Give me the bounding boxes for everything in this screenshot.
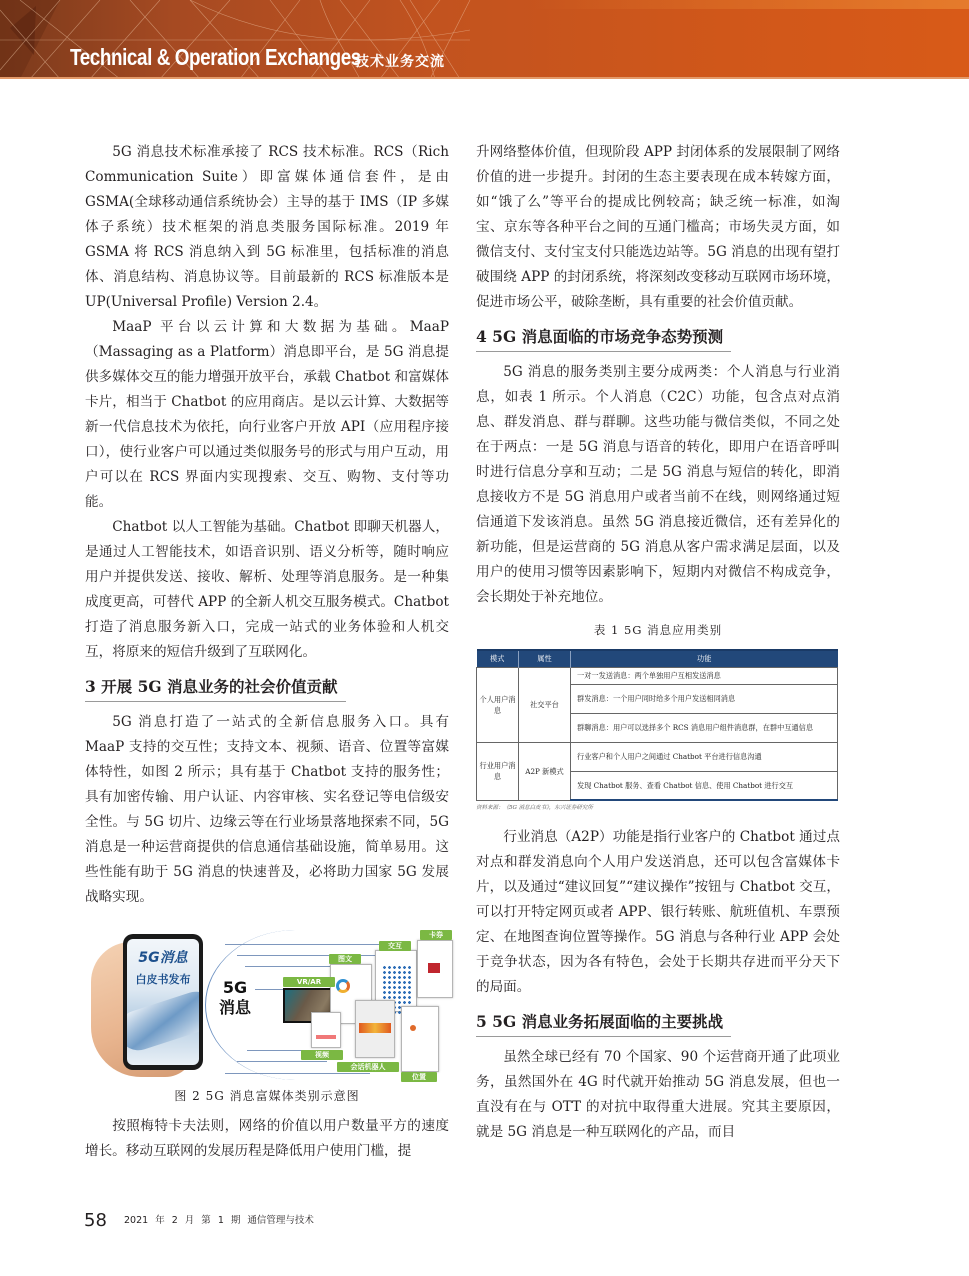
section-heading-5: 5 5G 消息业务拓展面临的主要挑战 <box>476 1010 731 1037</box>
paragraph: Chatbot 以人工智能为基础。Chatbot 即聊天机器人，是通过人工智能技术，如语音识别、语义分析等，随时响应用户并提供发送、接收、解析、处理等消息服务。是一种集成度更高，可替代 APP 的全新人机交互服务模式。Chatbot 打造了消息服务新入口，完成一站式的业务体验和人机交互，将原来的短信升级到了互联网化。 <box>85 519 449 660</box>
video-card <box>311 1012 341 1048</box>
connector-line <box>247 1050 307 1051</box>
paragraph: 5G 消息技术标准承接了 RCS 技术标准。RCS（Rich Communication Suite）即富媒体通信套件，是由 GSMA(全球移动通信系统协会）主导的基于 IMS（IP 多媒体子系统）技术框架的消息类服务国际标准。2019 年 GSMA 将 RCS 消息纳入到 5G 标准里，包括标准的消息体、消息结构、消息协议等。目前最新的 RCS 标准版本是 UP(Universal Profile) Version 2.4。 <box>85 144 449 310</box>
section-heading-4: 4 5G 消息面临的市场竞争态势预测 <box>476 325 731 352</box>
table-row <box>477 667 838 684</box>
coupon-card <box>417 940 453 998</box>
section-title-cn: 技术业务交流 <box>355 54 445 70</box>
tag-interaction: 交互 <box>379 941 411 951</box>
connector-line <box>225 1073 370 1074</box>
page-footer <box>84 1210 314 1231</box>
figure-center-label <box>215 978 255 1018</box>
connector-line <box>237 1061 327 1062</box>
table-header-mode: 模式 <box>477 650 519 667</box>
table-row <box>477 742 838 771</box>
paragraph-continued: 升网络整体价值，但现阶段 APP 封闭体系的发展限制了网络价值的进一步提升。封闭的生态主要表现在成本转嫁方面，如“饿了么”等平台的提成比例较高；缺乏统一标准，如淘宝、京东等各种平台之间的互通门槛高；市场失灵方面，如微信支付、支付宝支付只能选边站等。5G 消息的出现有望打破围绕 APP 的封闭系统，将深刻改变移动互联网市场环境，促进市场公平，破除垄断，具有重要的社会价值贡献。 <box>476 144 840 310</box>
section-title-en: Technical & Operation Exchanges <box>70 44 361 70</box>
table-cell-attribute: A2P 新模式 <box>519 742 571 800</box>
phone-screen <box>127 939 199 1065</box>
table-source-note: 资料来源：《5G 消息白皮书》，东兴证券研究所 <box>476 805 593 811</box>
paragraph: 行业消息（A2P）功能是指行业客户的 Chatbot 通过点对点和群发消息向个人用户发送消息，还可以包含富媒体卡片，以及通过“建议回复”“建议操作”按钮与 Chatbot 交互，可以打开特定网页或者 APP、银行转账、航班值机、车票预定、在地图查询位置等操作。5G 消息与各种行业 APP 会处于竞争状态，因为各有特色，会处于长期共存进而平分天下的局面。 <box>476 829 840 995</box>
paragraph: MaaP 平台以云计算和大数据为基础。MaaP（Massaging as a Platform）消息即平台，是 5G 消息提供多媒体交互的能力增强开放平台，承载 Chatbot 和富媒体卡片，相当于 Chatbot 的应用商店。是以云计算、大数据等新一代信息技术为依托，向行业客户开放 API（应用程序接口），使行业客户可以通过类似服务号的形式与用户互动，用户可以在 RCS 界面内实现搜索、交互、购物、支付等功能。 <box>85 319 449 510</box>
table-cell-function: 发现 Chatbot 服务、查看 Chatbot 信息、使用 Chatbot 进行交互 <box>571 771 838 800</box>
figure-2 <box>85 922 449 1082</box>
paragraph: 5G 消息打造了一站式的全新信息服务入口。具有 MaaP 支持的交互性；支持文本、视频、语音、位置等富媒体特性，如图 2 所示；具有基于 Chatbot 支持的服务性；具有加密传输、用户认证、内容审核、实名登记等电信级安全性。与 5G 切片、边缘云等在行业场景落地探索不同，5G 消息是一种运营商提供的信息通信基础设施，简单易用。这些性能有助于 5G 消息的快速普及，必将助力国家 5G 发展战略实现。 <box>85 714 449 905</box>
phone-illustration <box>123 934 203 1070</box>
paragraph: 虽然全球已经有 70 个国家、90 个运营商开通了此项业务，虽然国外在 4G 时代就开始推动 5G 消息发展，但也一直没有在与 OTT 的对抗中取得重大进展。究其主要原因，就是 5G 消息是一种互联网化的产品，而目 <box>476 1049 840 1140</box>
header-banner <box>0 0 969 79</box>
product-graphic <box>428 963 440 973</box>
phone-title: 5G消息 <box>138 950 188 966</box>
tag-vr-ar: VR/AR <box>283 977 335 987</box>
tag-graphic: 图文 <box>329 954 361 964</box>
tag-coupon: 卡券 <box>420 930 452 940</box>
table-header-row <box>477 650 838 667</box>
paragraph: 5G 消息的服务类别主要分成两类：个人消息与行业消息，如表 1 所示。个人消息（C2C）功能，包含点对点消息、群发消息、群与群聊。这些功能与微信类似，不同之处在于两点：一是 5G 消息与语音的转化，即用户在语音呼叫时进行信息分享和互动；二是 5G 消息与短信的转化，即消息接收方不是 5G 消息用户或者当前不在线，则网络通过短信通道下发该消息。虽然 5G 消息接近微信，还有差异化的新功能，但是运营商的 5G 消息从客户需求满足层面，以及用户的使用习惯等因素影响下，短期内对微信不构成竞争，会长期处于补充地位。 <box>476 364 840 605</box>
video-bar-graphic <box>316 1035 336 1039</box>
tag-location: 位置 <box>401 1072 437 1082</box>
page-number: 58 <box>84 1210 107 1231</box>
paragraph: 按照梅特卡夫法则，网络的价值以用户数量平方的速度增长。移动互联网的发展历程是降低用户使用门槛，提 <box>85 1118 449 1159</box>
table-header-function: 功能 <box>571 650 838 667</box>
figure-caption: 图 2 5G 消息富媒体类别示意图 <box>174 1089 360 1103</box>
location-card <box>401 1006 439 1072</box>
tag-chatbot: 会话机器人 <box>337 1062 399 1072</box>
table-cell-mode: 行业用户消息 <box>477 742 519 800</box>
tag-video: 视频 <box>301 1050 343 1060</box>
table-5g-message-categories <box>476 649 838 801</box>
table-cell-function: 一对一发送消息：两个单独用户互相发送消息 <box>571 667 838 684</box>
section-heading-3: 3 开展 5G 消息业务的社会价值贡献 <box>85 675 346 702</box>
table-header-attribute: 属性 <box>519 650 571 667</box>
table-cell-function: 行业客户和个人用户之间通过 Chatbot 平台进行信息沟通 <box>571 742 838 771</box>
right-column <box>476 140 840 1145</box>
table-cell-attribute: 社交平台 <box>519 667 571 742</box>
phone-subtitle: 白皮书发布 <box>135 973 191 986</box>
figure-center-label-5g: 5G <box>222 978 248 997</box>
table-cell-function: 群聊消息：用户可以选择多个 RCS 消息用户组件消息群，在群中互通信息 <box>571 713 838 742</box>
chatbot-card <box>355 1000 395 1058</box>
left-column <box>85 140 449 1164</box>
banner-bottom-line <box>0 77 969 79</box>
chatbot-banner-graphic <box>359 1023 391 1033</box>
table-cell-mode: 个人用户消息 <box>477 667 519 742</box>
table-caption: 表 1 5G 消息应用类别 <box>593 623 723 637</box>
phone-ribbon-graphic <box>127 987 199 1056</box>
connector-line <box>225 944 405 945</box>
figure-center-label-msg: 消息 <box>218 998 251 1017</box>
table-cell-function: 群发消息：一个用户同时给多个用户发送相同消息 <box>571 684 838 713</box>
map-pin-icon <box>410 1025 416 1031</box>
donut-chart-graphic <box>336 979 350 993</box>
issue-info: 2021 年 2 月 第 1 期 通信管理与技术 <box>124 1215 314 1226</box>
